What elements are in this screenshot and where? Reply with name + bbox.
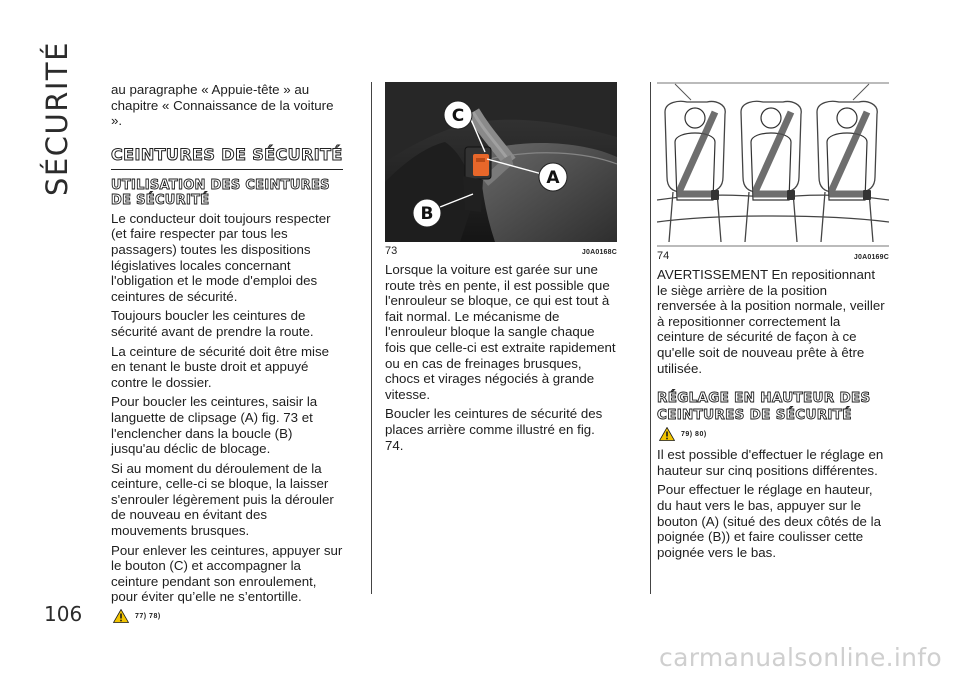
- side-chapter-title: SÉCURITÉ: [40, 41, 74, 196]
- warning-paragraph: AVERTISSEMENT En repositionnant le siège arrière de la position renversée à la position normale, veiller à repositionner correctement la ceinture de sécurité de façon à ce qu'elle soit de nouveau prête à être utilisée.: [657, 267, 885, 376]
- warning-triangle-icon: [659, 427, 675, 441]
- warning-note: [659, 427, 889, 441]
- section-title: CEINTURES DE SÉCURITÉ: [111, 145, 343, 170]
- watermark: carmanualsonline.info: [659, 643, 942, 672]
- figure-73-label-c: C: [451, 106, 465, 126]
- paragraph: Boucler les ceintures de sécurité des places arrière comme illustré en fig. 74.: [385, 406, 603, 453]
- figure-74: [657, 82, 889, 262]
- paragraph: Pour effectuer le réglage en hauteur, du haut vers le bas, appuyer sur le bouton (A) (situé des deux côtés de la poignée (B)) et faire coulisser cette poignée vers le bas.: [657, 482, 881, 560]
- column-divider: [650, 82, 651, 594]
- warning-triangle-icon: [113, 609, 129, 623]
- paragraph: Il est possible d'effectuer le réglage en hauteur sur cinq positions différentes.: [657, 447, 884, 478]
- figure-74-code: J0A0169C: [853, 254, 889, 261]
- section-title: RÉGLAGE EN HAUTEUR DES CEINTURES DE SÉCURITÉ: [657, 390, 871, 424]
- warning-references: 77) 78): [135, 612, 161, 620]
- figure-73-code: J0A0168C: [581, 249, 617, 256]
- column-3: [657, 82, 889, 564]
- figure-73: [385, 82, 617, 257]
- column-divider: [371, 82, 372, 594]
- page-number: 106: [44, 602, 83, 626]
- seat-belt-buckle-illustration: [385, 82, 617, 242]
- warning-references: 79) 80): [681, 430, 707, 438]
- column-2: [385, 82, 617, 457]
- figure-73-label-a: A: [546, 168, 560, 188]
- figure-73-number: 73: [385, 245, 398, 257]
- figure-73-label-b: B: [420, 204, 434, 224]
- figure-74-number: 74: [657, 250, 670, 262]
- warning-note: [113, 609, 343, 623]
- paragraph: Le conducteur doit toujours respecter (et faire respecter par tous les passagers) toutes les dispositions législatives locales concernant l'obligation et le mode d'emploi des ceintures de sécurité.: [111, 210, 331, 304]
- paragraph: La ceinture de sécurité doit être mise en tenant le buste droit et appuyé contre le dossier.: [111, 343, 330, 390]
- subsection-title: UTILISATION DES CEINTURES DE SÉCURITÉ: [111, 177, 330, 208]
- paragraph: Pour boucler les ceintures, saisir la languette de clipsage (A) fig. 73 et l'enclencher dans la boucle (B) jusqu'au déclic de blocage.: [111, 394, 318, 457]
- paragraph: Lorsque la voiture est garée sur une route très en pente, il est possible que l'enrouleur se bloque, ce qui est tout à fait normal. Le mécanisme de l'enrouleur bloque la sangle chaque fois que celle-ci est extraite rapidement ou en cas de freinages brusques, chocs et virages négociés à grande vitesse.: [385, 262, 616, 402]
- paragraph: Si au moment du déroulement de la ceinture, celle-ci se bloque, la laisser s'enrouler légèrement puis la dérouler de nouveau en évitant des mouvements brusques.: [111, 460, 334, 539]
- intro-text: au paragraphe « Appuie-tête » au chapitre « Connaissance de la voiture ».: [111, 82, 334, 129]
- rear-seat-belts-illustration: [657, 82, 889, 247]
- figure-74-caption: [657, 250, 889, 262]
- column-1: [111, 82, 343, 629]
- paragraph: Toujours boucler les ceintures de sécurité avant de prendre la route.: [111, 308, 314, 339]
- figure-73-caption: [385, 245, 617, 257]
- paragraph: Pour enlever les ceintures, appuyer sur le bouton (C) et accompagner la ceinture pendant son enroulement, pour éviter qu’elle ne s’entortille.: [111, 542, 343, 605]
